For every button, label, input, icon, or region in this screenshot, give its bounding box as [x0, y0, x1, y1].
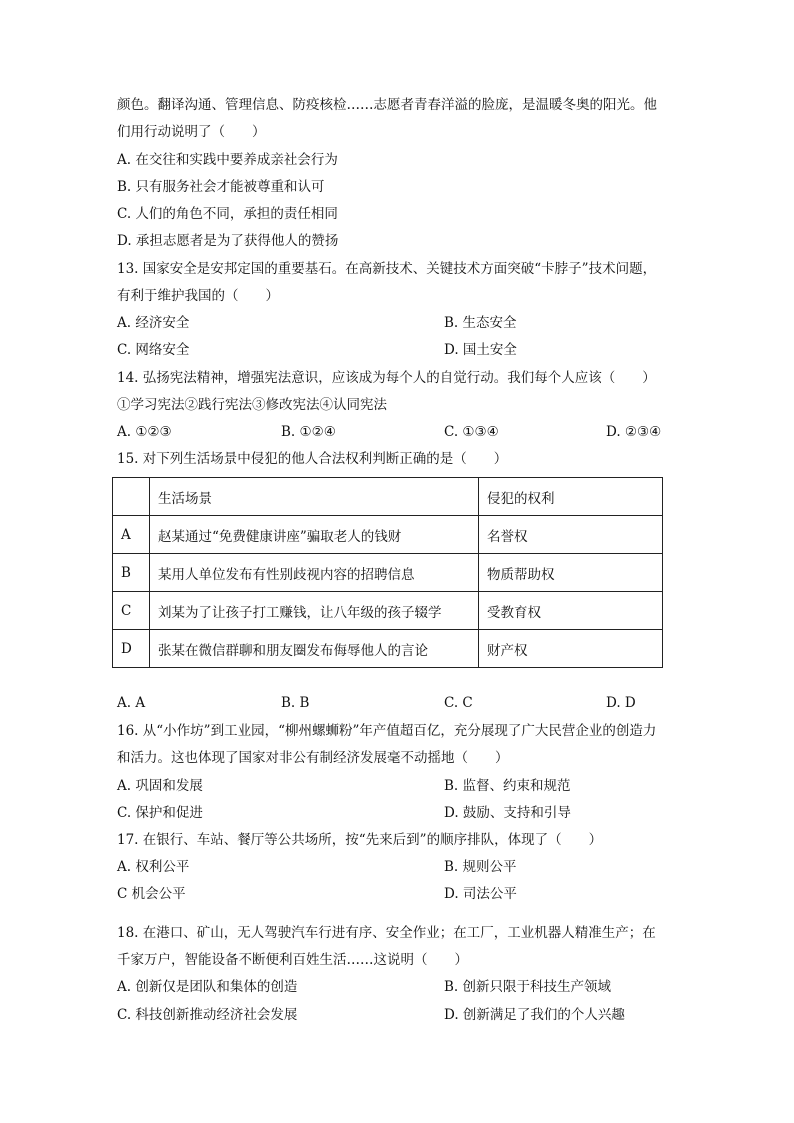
table-cell: 某用人单位发布有性别歧视内容的招聘信息 [150, 554, 479, 592]
q15-option-a: A. A [117, 695, 146, 711]
q16-option-b: B. 监督、约束和规范 [444, 778, 571, 794]
q13-option-c: C. 网络安全 [117, 342, 190, 358]
q17-stem: 17. 在银行、车站、餐厅等公共场所，按“先来后到”的顺序排队，体现了（ ） [117, 832, 603, 848]
q16-option-d: D. 鼓励、支持和引导 [444, 805, 571, 821]
table-header-cell: 生活场景 [150, 478, 479, 516]
table-cell: C [113, 592, 150, 630]
q16-option-c: C. 保护和促进 [117, 805, 203, 821]
q17-option-d: D. 司法公平 [444, 886, 517, 902]
q13-option-a: A. 经济安全 [117, 315, 190, 331]
table-cell: 赵某通过“免费健康讲座”骗取老人的钱财 [150, 516, 479, 554]
q14-stem-line1: 14. 弘扬宪法精神，增强宪法意识，应该成为每个人的自觉行动。我们每个人应该（ ） [117, 370, 656, 386]
q16-stem-line1: 16. 从“小作坊”到工业园，“柳州螺蛳粉”年产值超百亿，充分展现了广大民营企业的创造力 [117, 723, 657, 739]
q18-stem-line1: 18. 在港口、矿山，无人驾驶汽车行进有序、安全作业；在工厂，工业机器人精准生产；在 [117, 925, 656, 941]
q13-stem-line2: 有利于维护我国的（ ） [117, 288, 279, 304]
q12-option-a: A. 在交往和实践中要养成亲社会行为 [117, 152, 338, 168]
table-header-cell [113, 478, 150, 516]
q14-stem-line2: ①学习宪法②践行宪法③修改宪法④认同宪法 [117, 397, 387, 413]
q18-option-c: C. 科技创新推动经济社会发展 [117, 1007, 298, 1023]
q18-option-a: A. 创新仅是团队和集体的创造 [117, 979, 298, 995]
q14-option-b: B. ①②④ [281, 424, 336, 440]
q12-option-c: C. 人们的角色不同，承担的责任相同 [117, 206, 338, 222]
q17-option-c: C 机会公平 [117, 886, 186, 902]
q13-option-d: D. 国土安全 [444, 342, 517, 358]
q14-option-c: C. ①③④ [444, 424, 499, 440]
table-cell: 刘某为了让孩子打工赚钱，让八年级的孩子辍学 [150, 592, 479, 630]
table-cell: 物质帮助权 [479, 554, 663, 592]
table-cell: D [113, 630, 150, 668]
table-cell: 受教育权 [479, 592, 663, 630]
q14-option-a: A. ①②③ [117, 424, 172, 440]
q12-stem-line1: 颜色。翻译沟通、管理信息、防疫核检……志愿者青春洋溢的脸庞，是温暖冬奥的阳光。他 [117, 97, 657, 113]
q15-option-d: D. D [606, 695, 636, 711]
q12-option-b: B. 只有服务社会才能被尊重和认可 [117, 179, 325, 195]
q16-stem-line2: 和活力。这也体现了国家对非公有制经济发展毫不动摇地（ ） [117, 750, 509, 766]
q15-option-c: C. C [444, 695, 473, 711]
table-row [113, 592, 663, 630]
table-header-row [113, 478, 663, 516]
q15-option-b: B. B [281, 695, 310, 711]
q17-option-b: B. 规则公平 [444, 859, 517, 875]
q17-option-a: A. 权利公平 [117, 859, 190, 875]
q16-option-a: A. 巩固和发展 [117, 778, 203, 794]
table-cell: 张某在微信群聊和朋友圈发布侮辱他人的言论 [150, 630, 479, 668]
q18-option-b: B. 创新只限于科技生产领域 [444, 979, 612, 995]
q13-option-b: B. 生态安全 [444, 315, 517, 331]
q13-stem-line1: 13. 国家安全是安邦定国的重要基石。在高新技术、关键技术方面突破“卡脖子”技术问题， [117, 261, 657, 277]
q12-option-d: D. 承担志愿者是为了获得他人的赞扬 [117, 233, 339, 249]
table-row [113, 554, 663, 592]
table-row [113, 630, 663, 668]
q18-option-d: D. 创新满足了我们的个人兴趣 [444, 1007, 625, 1023]
table-row [113, 516, 663, 554]
q15-table [112, 477, 663, 668]
table-cell: 名誉权 [479, 516, 663, 554]
table-header-cell: 侵犯的权利 [479, 478, 663, 516]
q15-stem: 15. 对下列生活场景中侵犯的他人合法权利判断正确的是（ ） [117, 451, 508, 467]
table-cell: B [113, 554, 150, 592]
table-cell: A [113, 516, 150, 554]
table-cell: 财产权 [479, 630, 663, 668]
q14-option-d: D. ②③④ [606, 424, 662, 440]
q12-stem-line2: 们用行动说明了（ ） [117, 124, 266, 140]
q18-stem-line2: 千家万户，智能设备不断便利百姓生活……这说明（ ） [117, 952, 468, 968]
